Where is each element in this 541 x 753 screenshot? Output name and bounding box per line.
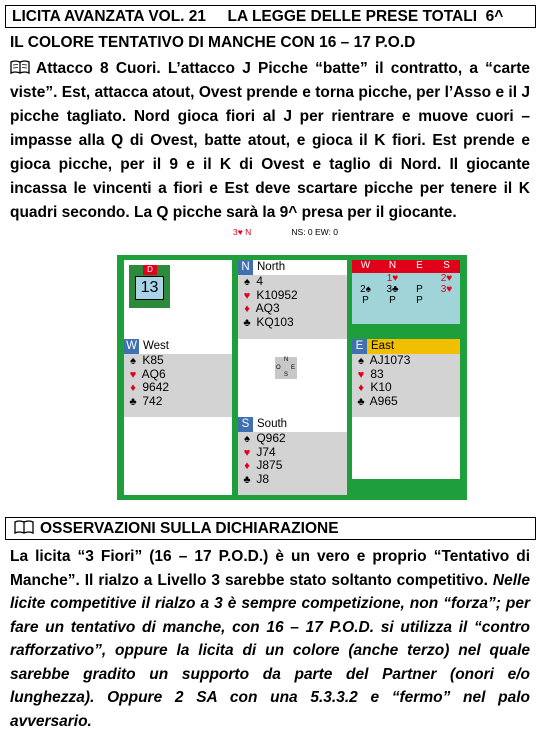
club-icon: ♣ [243,473,251,486]
north-diamonds: AQ3 [255,301,280,315]
club-icon: ♣ [357,395,365,408]
west-diamonds: 9642 [142,380,170,394]
intro-text: Attacco 8 Cuori. L’attacco J Picche “batte” il contratto, a “carte viste”. Est, attacca atout, Ovest prende e torna picche, per l’Asso e il J picche tagliato. Nord gioca fiori al J per rientrare e muove cuori – impasse alla Q di Ovest, batte atout, e gioca il K fiori. Est prende e gioca picche, per il 9 e il K di Ovest e taglio di Nord. Il giocante incassa le vincenti a fiori e Est deve scartare picche per tenere il K quadri secondo. La Q picche sarà la 9^ presa per il giocante. [10,60,530,221]
auction-table [352,260,460,324]
east-hand [352,339,460,417]
observations-paragraph [10,545,530,733]
east-clubs: A965 [369,393,398,408]
north-hearts: K10952 [256,287,298,302]
heart-icon: ♥ [357,368,365,381]
board-status [229,226,342,239]
spade-icon: ♠ [358,355,364,367]
table-center [238,339,347,417]
diamond-icon: ♦ [244,460,250,472]
section-observations [5,517,536,540]
club-icon: ♣ [129,395,137,408]
heart-icon: ♥ [243,289,251,302]
north-name: North [257,261,286,273]
compass-n: N [284,357,289,363]
spade-icon: ♠ [244,433,250,445]
observations-italic: Nelle licite competitive il rialzo a 3 è sempre competizione, non “forza”; per fare un tentativo di manche, con 16 – 17 P.O.D. si utilizza il “contro rafforzativo”, oppure la licita di un colore (anche terzo) nel quale sarebbe gradito un supporto da parte del Partner (onori e/o lunghezza). Oppure 2 SA con una 5.3.3.2 e “fermo” nel palo avversario. [10,571,530,730]
page-header: LICITA AVANZATA VOL. 21 LA LEGGE DELLE PRESE TOTALI 6^ [5,5,536,28]
auction-row [352,295,460,306]
contract: 3♥ N [233,227,252,237]
bid: P [416,284,423,295]
auction-head-n: N [388,260,397,271]
subtitle: IL COLORE TENTATIVO DI MANCHE CON 16 – 17 P.O.D [10,34,416,51]
auction-head-e: E [416,260,423,271]
west-hand [124,339,232,417]
bid: 3♣ [386,284,399,295]
diamond-icon: ♦ [244,303,250,315]
empty-cell [124,417,232,495]
south-clubs: J8 [256,471,270,486]
north-dir: N [238,260,253,275]
bid: P [389,295,396,306]
intro-paragraph [10,57,530,225]
north-spades: 4 [256,274,264,288]
dealer-marker [129,265,170,308]
south-hand [238,417,347,495]
section-title: OSSERVAZIONI SULLA DICHIARAZIONE [40,520,339,537]
compass [275,357,297,379]
diamond-icon: ♦ [358,382,364,394]
score: NS: 0 EW: 0 [291,227,338,237]
auction-header [352,260,460,273]
west-name: West [143,340,169,352]
auction-row [352,284,460,295]
compass-e: E [291,365,296,371]
south-spades: Q962 [256,431,286,445]
compass-s: S [284,372,289,378]
spade-icon: ♠ [130,355,136,367]
book-icon [14,520,34,534]
east-hearts: 83 [370,366,384,381]
heart-icon: ♥ [129,368,137,381]
diamond-icon: ♦ [130,382,136,394]
bid [352,273,379,284]
auction-head-w: W [360,260,371,271]
bid [406,273,433,284]
observations-text: La licita “3 Fiori” (16 – 17 P.O.D.) è un vero e proprio “Tentativo di Manche”. Il rialzo a Livello 3 sarebbe stato soltanto competitivo. [10,548,530,589]
auction-row [352,273,460,284]
dealer-label: D [143,265,157,275]
east-name: East [371,340,395,352]
auction-head-s: S [443,260,450,271]
south-diamonds: J875 [256,458,283,472]
west-dir: W [124,339,139,354]
spade-icon: ♠ [244,276,250,288]
bid: 3♥ [440,284,453,295]
north-hand [238,260,347,341]
east-dir: E [352,339,367,354]
bid [433,295,460,306]
heart-icon: ♥ [243,446,251,459]
bridge-board [117,255,467,500]
south-hearts: J74 [256,444,276,459]
book-icon [10,60,30,74]
west-hearts: AQ6 [141,366,166,381]
west-clubs: 742 [142,393,163,408]
bid: 1♥ [386,273,399,284]
south-name: South [257,418,288,430]
west-spades: K85 [142,353,164,367]
bid: 2♠ [360,284,371,295]
empty-cell [352,417,460,479]
dealer-cell [124,260,232,341]
board-number: 13 [135,276,164,300]
bid: P [362,295,369,306]
east-diamonds: K10 [370,380,392,394]
north-clubs: KQ103 [256,314,294,329]
east-spades: AJ1073 [369,353,411,367]
bid: P [416,295,423,306]
compass-o: O [276,365,281,371]
south-dir: S [238,417,253,432]
club-icon: ♣ [243,316,251,329]
bid: 2♥ [440,273,453,284]
